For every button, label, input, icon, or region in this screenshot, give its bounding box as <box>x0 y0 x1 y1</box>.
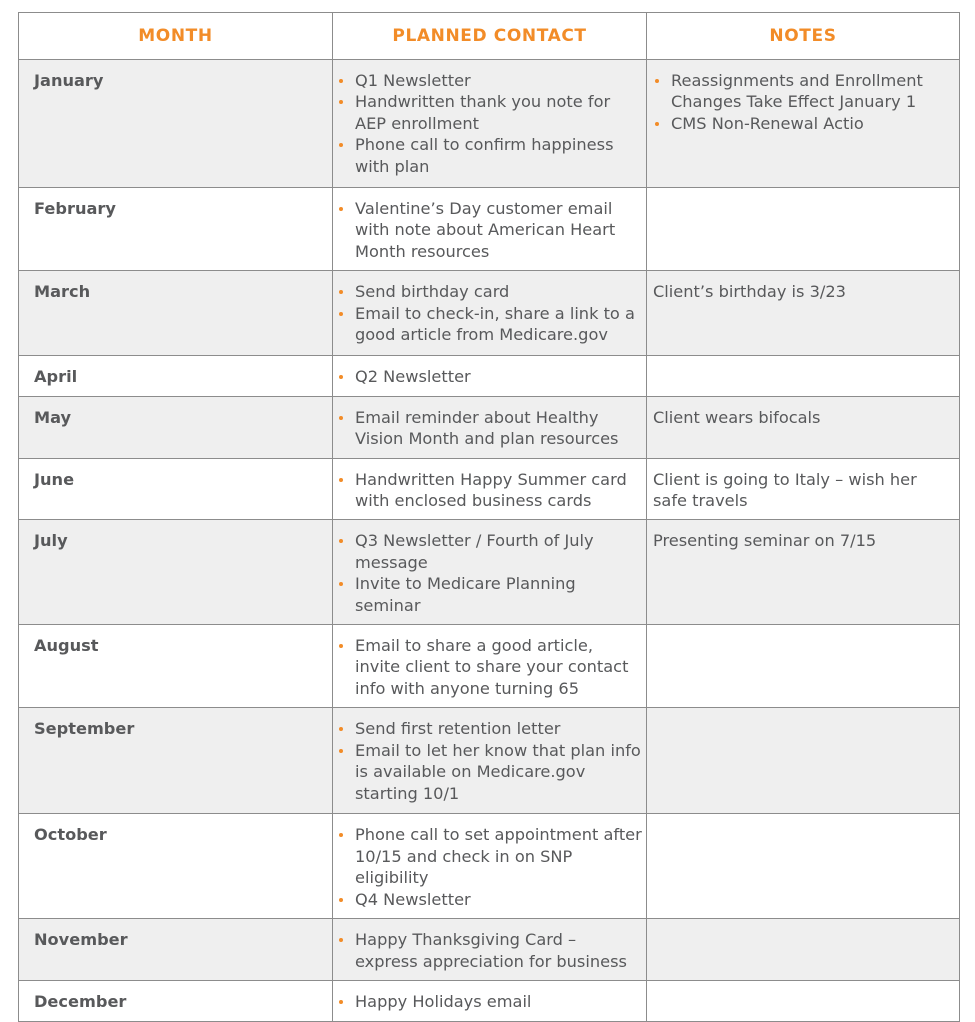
table-row <box>19 814 960 919</box>
contact-item: Happy Holidays email <box>337 991 642 1012</box>
table-header-row <box>19 13 960 60</box>
month-cell: October <box>19 814 333 919</box>
note-text: Client is going to Italy – wish her safe travels <box>653 469 917 511</box>
contact-list <box>337 469 642 512</box>
contact-item: Email reminder about Healthy Vision Month and plan resources <box>337 407 642 450</box>
month-cell: December <box>19 981 333 1021</box>
contact-item: Email to let her know that plan info is available on Medicare.gov starting 10/1 <box>337 740 642 804</box>
table-row <box>19 708 960 814</box>
contact-list <box>337 824 642 910</box>
notes-cell <box>647 458 960 520</box>
contact-list <box>337 718 642 804</box>
month-cell: February <box>19 188 333 271</box>
contact-item: Phone call to confirm happiness with plan <box>337 134 642 177</box>
planned-contact-cell <box>333 458 647 520</box>
notes-cell <box>647 625 960 708</box>
table-row <box>19 396 960 458</box>
contact-item: Email to share a good article, invite client to share your contact info with anyone turning 65 <box>337 635 642 699</box>
table-row <box>19 919 960 981</box>
planned-contact-cell <box>333 981 647 1021</box>
contact-list <box>337 530 642 616</box>
table-row <box>19 458 960 520</box>
table-row <box>19 625 960 708</box>
planned-contact-cell <box>333 814 647 919</box>
table-row <box>19 981 960 1021</box>
table-row <box>19 60 960 188</box>
table-row <box>19 520 960 625</box>
notes-cell <box>647 520 960 625</box>
month-cell: November <box>19 919 333 981</box>
notes-cell <box>647 356 960 396</box>
contact-item: Invite to Medicare Planning seminar <box>337 573 642 616</box>
month-cell: May <box>19 396 333 458</box>
note-text: Client’s birthday is 3/23 <box>653 282 846 302</box>
notes-cell <box>647 814 960 919</box>
column-header-planned-contact: PLANNED CONTACT <box>333 13 647 60</box>
column-header-month: MONTH <box>19 13 333 60</box>
month-cell: August <box>19 625 333 708</box>
contact-item: Happy Thanksgiving Card – express appreciation for business <box>337 929 642 972</box>
contact-list <box>337 281 642 345</box>
month-cell: September <box>19 708 333 814</box>
planned-contact-cell <box>333 625 647 708</box>
month-cell: April <box>19 356 333 396</box>
notes-cell <box>647 919 960 981</box>
contact-item: Valentine’s Day customer email with note about American Heart Month resources <box>337 198 642 262</box>
notes-list <box>653 70 955 134</box>
note-text: Presenting seminar on 7/15 <box>653 531 877 551</box>
contact-list <box>337 366 642 387</box>
contact-item: Q1 Newsletter <box>337 70 642 91</box>
contact-item: Handwritten thank you note for AEP enrollment <box>337 91 642 134</box>
contact-item: Q2 Newsletter <box>337 366 642 387</box>
contact-item: Send birthday card <box>337 281 642 302</box>
planned-contact-cell <box>333 396 647 458</box>
notes-cell <box>647 396 960 458</box>
contact-item: Q4 Newsletter <box>337 889 642 910</box>
contact-item: Phone call to set appointment after 10/15 and check in on SNP eligibility <box>337 824 642 888</box>
notes-cell <box>647 708 960 814</box>
contact-list <box>337 198 642 262</box>
contact-item: Handwritten Happy Summer card with enclosed business cards <box>337 469 642 512</box>
planned-contact-cell <box>333 708 647 814</box>
contact-item: Send first retention letter <box>337 718 642 739</box>
note-item: Reassignments and Enrollment Changes Take Effect January 1 <box>653 70 955 113</box>
column-header-notes: NOTES <box>647 13 960 60</box>
planned-contact-cell <box>333 188 647 271</box>
contact-list <box>337 991 642 1012</box>
contact-list <box>337 407 642 450</box>
planned-contact-table <box>18 12 960 1022</box>
contact-list <box>337 70 642 177</box>
notes-cell <box>647 271 960 356</box>
month-cell: June <box>19 458 333 520</box>
table-row <box>19 188 960 271</box>
planned-contact-cell <box>333 60 647 188</box>
month-cell: March <box>19 271 333 356</box>
contact-list <box>337 929 642 972</box>
note-text: Client wears bifocals <box>653 407 821 427</box>
notes-cell <box>647 981 960 1021</box>
contact-list <box>337 635 642 699</box>
contact-item: Email to check-in, share a link to a good article from Medicare.gov <box>337 303 642 346</box>
note-item: CMS Non-Renewal Actio <box>653 113 955 134</box>
planned-contact-cell <box>333 919 647 981</box>
month-cell: January <box>19 60 333 188</box>
notes-cell <box>647 60 960 188</box>
planned-contact-cell <box>333 520 647 625</box>
month-cell: July <box>19 520 333 625</box>
table-row <box>19 271 960 356</box>
notes-cell <box>647 188 960 271</box>
planned-contact-cell <box>333 271 647 356</box>
table-row <box>19 356 960 396</box>
contact-item: Q3 Newsletter / Fourth of July message <box>337 530 642 573</box>
planned-contact-cell <box>333 356 647 396</box>
